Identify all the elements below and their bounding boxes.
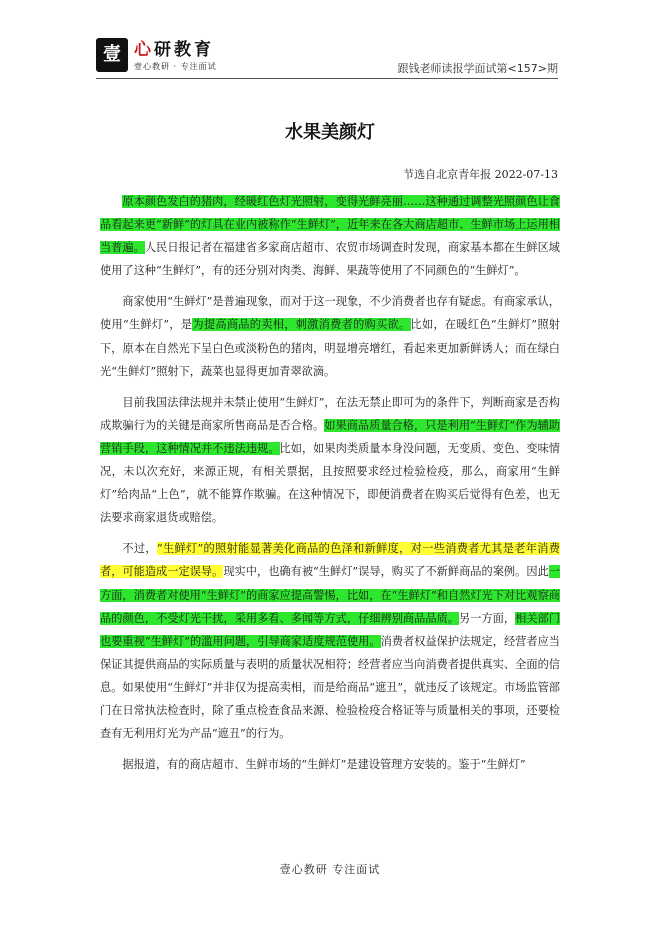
highlighted-text: “生鲜灯”的照射能显著美化商品的色泽和新鲜度，对一些消费者尤其是老年消费者，可能造成一定误导。 — [100, 542, 560, 579]
paragraph-text: 据报道，有的商店超市、生鲜市场的“生鲜灯”是建设管理方安装的。鉴于“生鲜灯” — [122, 758, 526, 772]
paragraph-text: 人民日报记者在福建省多家商店超市、农贸市场调查时发现，商家基本都在生鲜区域使用了这种“生鲜灯”，有的还分别对肉类、海鲜、果蔬等使用了不同颜色的“生鲜灯”。 — [100, 241, 560, 278]
page-footer: 壹心教研 专注面试 — [279, 863, 381, 876]
page-header — [0, 0, 660, 84]
paragraph-text: 比如，如果肉类质量本身没问题，无变质、变色、变味情况，未以次充好，来源正规，有相关票据，且按照要求经过检验检疫，那么，商家用“生鲜灯”给肉品“上色”，就不能算作欺骗。在这种情况下，即便消费者在购买后觉得有色差，也无法要求商家退货或赔偿。 — [100, 441, 560, 525]
article-title: 水果美颜灯 — [285, 122, 375, 143]
article-paragraph — [100, 537, 560, 745]
highlighted-text: 为提高商品的卖相，刺激消费者的购买欲。 — [192, 318, 411, 332]
logo-title-accent: 心 — [134, 40, 154, 60]
highlighted-text: 如果商品质量合格，只是利用“生鲜灯”作为辅助营销手段，这种情况并不违法违规。 — [100, 418, 560, 455]
article-paragraph — [100, 290, 560, 382]
paragraph-text: 商家使用“生鲜灯”是普遍现象，而对于这一现象，不少消费者也存有疑虑。有商家承认，使用“生鲜灯”，是 — [100, 295, 560, 332]
article-paragraph — [100, 190, 560, 282]
article-paragraph — [100, 391, 560, 530]
article-source: 节选自北京青年报 2022-07-13 — [403, 168, 558, 181]
article-paragraph — [100, 753, 560, 776]
paragraph-text: 比如，在暖红色“生鲜灯”照射下，原本在自然光下呈白色或淡粉色的猪肉，明显增亮增红，看起来更加新鲜诱人；而在绿白光“生鲜灯”照射下，蔬菜也显得更加青翠欲滴。 — [100, 318, 560, 378]
highlighted-text: 一方面，消费者对使用“生鲜灯”的商家应提高警惕，比如，在“生鲜灯”和自然灯光下对比观察商品的颜色，不受灯光干扰，采用多看、多闻等方式，仔细辨别商品品质。 — [100, 565, 560, 625]
logo-icon: 壹 — [96, 38, 128, 72]
logo-title-rest: 研教育 — [154, 40, 214, 60]
header-divider — [96, 78, 558, 79]
paragraph-text: 目前我国法律法规并未禁止使用“生鲜灯”，在法无禁止即可为的条件下，判断商家是否构成欺骗行为的关键是商家所售商品是否合格。 — [100, 395, 560, 432]
logo-slogan: 壹心教研 · 专注面试 — [134, 62, 217, 71]
paragraph-text: 另一方面， — [459, 611, 516, 625]
highlighted-text: 相关部门也要重视“生鲜灯”的滥用问题，引导商家适度规范使用。 — [100, 611, 560, 648]
article-body — [100, 190, 560, 784]
paragraph-text: 不过， — [122, 542, 157, 556]
logo-title — [134, 40, 214, 60]
series-label: 跟钱老师读报学面试第<157>期 — [397, 62, 558, 75]
paragraph-text: 消费者权益保护法规定，经营者应当保证其提供商品的实际质量与表明的质量状况相符；经营者应当向消费者提供真实、全面的信息。如果使用“生鲜灯”并非仅为提高卖相，而是给商品“遮丑”，就违反了该规定。市场监管部门在日常执法检查时，除了重点检查食品来源、检验检疫合格证等与质量相关的事项，还要检查有无利用灯光为产品“遮丑”的行为。 — [100, 634, 560, 741]
paragraph-text: 现实中，也确有被“生鲜灯”误导，购买了不新鲜商品的案例。因此 — [223, 565, 549, 579]
highlighted-text: 原本颜色发白的猪肉，经暖红色灯光照射，变得光鲜亮丽……这种通过调整光照颜色让食品看起来更“新鲜”的灯具在业内被称作“生鲜灯”，近年来在各大商店超市、生鲜市场上运用相当普遍。 — [100, 195, 560, 255]
